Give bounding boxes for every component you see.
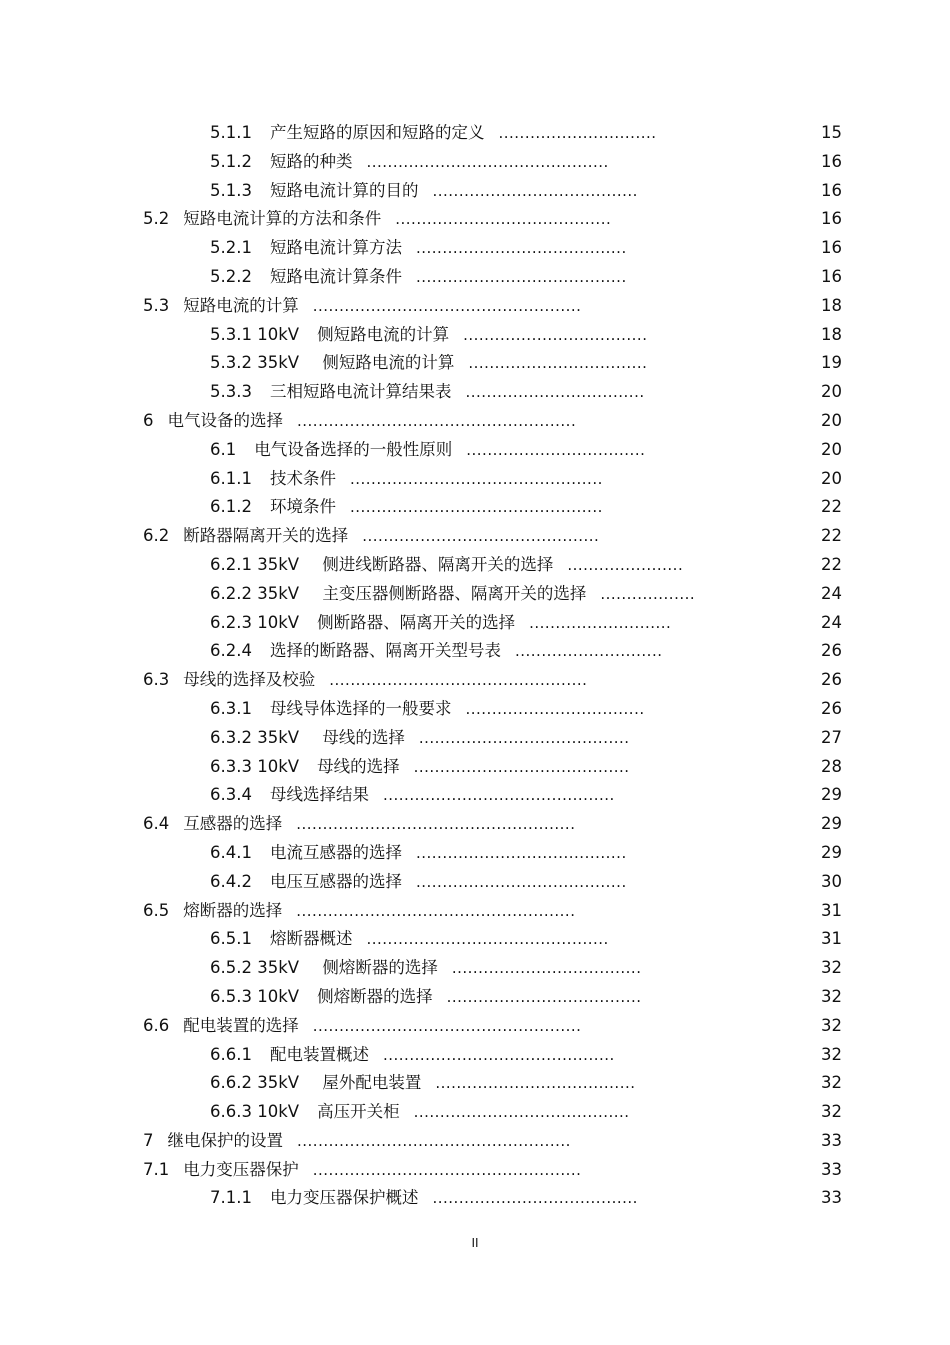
toc-entry-title: 短路的种类 [269, 151, 353, 171]
toc-entry-number: 5.1.3 [210, 180, 252, 200]
toc-entry-page: 33 [821, 1130, 842, 1150]
toc-leader-dots: ................................... [463, 325, 648, 344]
toc-entry-page: 16 [821, 266, 842, 286]
toc-entry[interactable] [0, 321, 950, 350]
toc-leader-dots: ........................................ [418, 728, 630, 747]
toc-entry-page: 18 [821, 295, 842, 315]
toc-entry-page: 30 [821, 871, 842, 891]
toc-entry-page: 18 [821, 324, 842, 344]
toc-entry-title: 短路电流计算方法 [269, 238, 402, 258]
toc-leader-dots: .................. [600, 584, 696, 603]
toc-entry-page: 32 [821, 1044, 842, 1064]
toc-entry-number: 6.3.1 [210, 698, 252, 718]
toc-entry[interactable] [0, 954, 950, 983]
toc-entry-title: 配电装置的选择 [183, 1015, 299, 1035]
toc-entry-page: 29 [821, 814, 842, 834]
toc-entry-number: 6.6.2 35kV [210, 1073, 300, 1093]
toc-entry-title: 熔断器概述 [269, 929, 353, 949]
toc-entry-title: 母线的选择 [322, 727, 405, 747]
toc-entry-page: 19 [821, 353, 842, 373]
toc-leader-dots: ............................................. [362, 527, 600, 546]
toc-leader-dots: .................................. [468, 354, 648, 373]
toc-entry-number: 6.2.4 [210, 641, 252, 661]
toc-entry-number: 5.1.2 [210, 151, 252, 171]
toc-leader-dots: .............................................. [366, 152, 609, 171]
toc-entry[interactable] [0, 753, 950, 782]
toc-entry-title: 短路电流计算条件 [269, 266, 402, 286]
toc-entry-number: 7.1 [143, 1159, 170, 1179]
toc-entry-number: 6.3.4 [210, 785, 252, 805]
toc-entry-number: 5.3.3 [210, 382, 252, 402]
toc-entry[interactable] [0, 1069, 950, 1098]
toc-leader-dots: ........................... [529, 613, 672, 632]
toc-entry[interactable] [0, 1127, 950, 1156]
toc-entry-number: 6.1 [210, 439, 237, 459]
toc-entry-title: 母线的选择 [317, 756, 400, 776]
toc-entry-page: 22 [821, 526, 842, 546]
toc-entry-page: 16 [821, 180, 842, 200]
toc-entry-number: 5.2.2 [210, 266, 252, 286]
toc-entry[interactable] [0, 897, 950, 926]
toc-leader-dots: ............................ [514, 642, 663, 661]
toc-entry-page: 33 [821, 1188, 842, 1208]
toc-leader-dots: .................................. [465, 699, 645, 718]
toc-entry[interactable] [0, 493, 950, 522]
toc-entry-page: 26 [821, 641, 842, 661]
toc-entry-title: 电力变压器保护概述 [269, 1188, 419, 1208]
toc-leader-dots: ............................................ [382, 1045, 615, 1064]
toc-entry[interactable] [0, 925, 950, 954]
toc-entry-page: 26 [821, 670, 842, 690]
toc-entry[interactable] [0, 1184, 950, 1213]
toc-entry-number: 6.6.1 [210, 1044, 252, 1064]
toc-leader-dots: ........................................ [415, 872, 627, 891]
toc-entry-number: 6.5.1 [210, 929, 252, 949]
toc-entry-number: 5.3.2 35kV [210, 353, 300, 373]
toc-entry[interactable] [0, 839, 950, 868]
toc-entry[interactable] [0, 1156, 950, 1185]
toc-leader-dots: ................................................. [329, 671, 588, 690]
toc-entry-page: 20 [821, 468, 842, 488]
toc-entry[interactable] [0, 263, 950, 292]
toc-leader-dots: ......................................... [413, 1103, 630, 1122]
toc-entry-page: 28 [821, 756, 842, 776]
toc-entry-page: 26 [821, 698, 842, 718]
toc-leader-dots: .............................................. [366, 930, 609, 949]
toc-leader-dots: ......................................... [395, 210, 612, 229]
toc-entry[interactable] [0, 724, 950, 753]
toc-entry-title: 选择的断路器、隔离开关型号表 [269, 641, 501, 661]
toc-entry-page: 20 [821, 382, 842, 402]
toc-entry[interactable] [0, 983, 950, 1012]
toc-entry-number: 5.3.1 10kV [210, 324, 300, 344]
toc-entry-page: 32 [821, 1102, 842, 1122]
toc-leader-dots: ................................................... [312, 1016, 582, 1035]
toc-entry-page: 20 [821, 410, 842, 430]
toc-entry-page: 24 [821, 612, 842, 632]
toc-entry-title: 配电装置概述 [269, 1044, 369, 1064]
toc-entry-number: 6.3.3 10kV [210, 756, 300, 776]
toc-entry[interactable] [0, 292, 950, 321]
table-of-contents [0, 119, 950, 1213]
toc-entry-title: 侧熔断器的选择 [317, 986, 433, 1006]
toc-entry[interactable] [0, 781, 950, 810]
toc-entry[interactable] [0, 234, 950, 263]
toc-entry-number: 6 [143, 410, 154, 430]
toc-entry-number: 6.4 [143, 814, 170, 834]
toc-leader-dots: ........................................ [415, 239, 627, 258]
toc-entry-title: 侧进线断路器、隔离开关的选择 [322, 554, 554, 574]
toc-entry-title: 环境条件 [269, 497, 336, 517]
toc-entry-page: 31 [821, 900, 842, 920]
toc-leader-dots: .................................. [465, 383, 645, 402]
toc-entry-number: 6.6 [143, 1015, 170, 1035]
toc-entry[interactable] [0, 609, 950, 638]
toc-entry-number: 5.2.1 [210, 238, 252, 258]
toc-entry-title: 断路器隔离开关的选择 [183, 526, 349, 546]
toc-entry-page: 16 [821, 151, 842, 171]
toc-entry[interactable] [0, 695, 950, 724]
toc-entry[interactable] [0, 666, 950, 695]
toc-entry-number: 7 [143, 1130, 154, 1150]
toc-leader-dots: ................................................... [312, 1160, 582, 1179]
toc-entry[interactable] [0, 1041, 950, 1070]
toc-entry[interactable] [0, 522, 950, 551]
toc-entry-title: 母线的选择及校验 [183, 670, 316, 690]
toc-leader-dots: ..................................................... [296, 901, 576, 920]
toc-leader-dots: ........................................ [415, 267, 627, 286]
toc-entry-page: 31 [821, 929, 842, 949]
toc-entry-page: 29 [821, 842, 842, 862]
toc-entry-page: 32 [821, 1015, 842, 1035]
toc-entry-title: 屋外配电装置 [322, 1073, 422, 1093]
toc-entry-number: 7.1.1 [210, 1188, 252, 1208]
toc-leader-dots: ................................................ [349, 498, 603, 517]
toc-entry-page: 32 [821, 986, 842, 1006]
toc-entry-number: 5.3 [143, 295, 170, 315]
toc-entry-number: 6.4.1 [210, 842, 252, 862]
toc-entry-page: 33 [821, 1159, 842, 1179]
toc-entry-title: 侧断路器、隔离开关的选择 [317, 612, 516, 632]
toc-entry[interactable] [0, 551, 950, 580]
toc-entry[interactable] [0, 580, 950, 609]
toc-entry-page: 16 [821, 209, 842, 229]
toc-entry-title: 电压互感器的选择 [269, 871, 402, 891]
toc-entry-page: 27 [821, 727, 842, 747]
toc-entry[interactable] [0, 868, 950, 897]
toc-entry[interactable] [0, 407, 950, 436]
toc-entry[interactable] [0, 378, 950, 407]
toc-entry-number: 5.1.1 [210, 123, 252, 142]
toc-entry-title: 侧短路电流的计算 [322, 353, 455, 373]
toc-entry-number: 6.5.3 10kV [210, 986, 300, 1006]
toc-entry-page: 32 [821, 958, 842, 978]
toc-entry-page: 20 [821, 439, 842, 459]
toc-entry[interactable] [0, 810, 950, 839]
toc-entry-title: 互感器的选择 [183, 814, 283, 834]
toc-leader-dots: ..................................... [446, 987, 642, 1006]
toc-entry-title: 继电保护的设置 [167, 1130, 283, 1150]
toc-leader-dots: .................................. [466, 440, 646, 459]
toc-entry-page: 32 [821, 1073, 842, 1093]
toc-entry[interactable] [0, 205, 950, 234]
toc-leader-dots: ............................................ [382, 786, 615, 805]
toc-entry-number: 6.1.2 [210, 497, 252, 517]
toc-entry-number: 6.1.1 [210, 468, 252, 488]
toc-leader-dots: ................................................ [349, 469, 603, 488]
toc-leader-dots: ................................................... [312, 296, 582, 315]
toc-entry-title: 侧短路电流的计算 [317, 324, 450, 344]
toc-entry-page: 22 [821, 554, 842, 574]
toc-entry-page: 22 [821, 497, 842, 517]
toc-entry[interactable] [0, 637, 950, 666]
toc-leader-dots: .................................... [451, 959, 642, 978]
toc-entry-title: 母线选择结果 [269, 785, 369, 805]
toc-entry-page: 15 [821, 123, 842, 142]
toc-entry-number: 6.6.3 10kV [210, 1102, 300, 1122]
toc-leader-dots: ........................................ [415, 843, 627, 862]
toc-leader-dots: ..................................................... [296, 815, 576, 834]
toc-leader-dots: .............................. [498, 124, 657, 142]
toc-entry-number: 6.2.1 35kV [210, 554, 300, 574]
toc-entry-title: 电力变压器保护 [183, 1159, 299, 1179]
toc-entry-page: 16 [821, 238, 842, 258]
toc-entry-title: 母线导体选择的一般要求 [269, 698, 452, 718]
toc-leader-dots: ....................................... [432, 1189, 638, 1208]
toc-entry-title: 产生短路的原因和短路的定义 [269, 123, 485, 142]
toc-leader-dots: ...................... [567, 555, 684, 574]
toc-leader-dots: ....................................... [432, 181, 638, 200]
toc-entry-title: 主变压器侧断路器、隔离开关的选择 [322, 583, 587, 603]
toc-entry-number: 6.2.3 10kV [210, 612, 300, 632]
toc-entry-page: 29 [821, 785, 842, 805]
toc-entry-number: 6.3 [143, 670, 170, 690]
toc-entry-title: 侧熔断器的选择 [322, 958, 438, 978]
toc-leader-dots: ..................................................... [297, 411, 577, 430]
toc-entry-number: 6.5 [143, 900, 170, 920]
toc-entry-title: 短路电流计算的方法和条件 [183, 209, 382, 229]
toc-entry-title: 电流互感器的选择 [269, 842, 402, 862]
toc-entry-page: 24 [821, 583, 842, 603]
page-number: II [471, 1236, 479, 1250]
toc-entry-number: 5.2 [143, 209, 170, 229]
toc-entry-number: 6.2.2 35kV [210, 583, 300, 603]
toc-entry[interactable] [0, 349, 950, 378]
toc-entry[interactable] [0, 148, 950, 177]
toc-entry[interactable] [0, 436, 950, 465]
toc-entry-title: 技术条件 [269, 468, 336, 488]
toc-entry[interactable] [0, 1098, 950, 1127]
toc-entry-number: 6.2 [143, 526, 170, 546]
toc-entry-number: 6.3.2 35kV [210, 727, 300, 747]
toc-entry[interactable] [0, 465, 950, 494]
toc-leader-dots: ......................................... [413, 757, 630, 776]
toc-entry[interactable] [0, 1012, 950, 1041]
toc-leader-dots: .................................................... [297, 1131, 571, 1150]
toc-entry[interactable] [0, 177, 950, 206]
toc-entry-title: 电气设备的选择 [167, 410, 283, 430]
toc-entry-title: 三相短路电流计算结果表 [269, 382, 452, 402]
toc-entry[interactable] [0, 119, 950, 148]
toc-entry-title: 熔断器的选择 [183, 900, 283, 920]
toc-entry-number: 6.4.2 [210, 871, 252, 891]
toc-leader-dots: ...................................... [435, 1074, 636, 1093]
toc-entry-title: 短路电流的计算 [183, 295, 299, 315]
toc-entry-title: 短路电流计算的目的 [269, 180, 419, 200]
toc-entry-title: 电气设备选择的一般性原则 [254, 439, 453, 459]
toc-entry-title: 高压开关柜 [317, 1102, 400, 1122]
toc-entry-number: 6.5.2 35kV [210, 958, 300, 978]
